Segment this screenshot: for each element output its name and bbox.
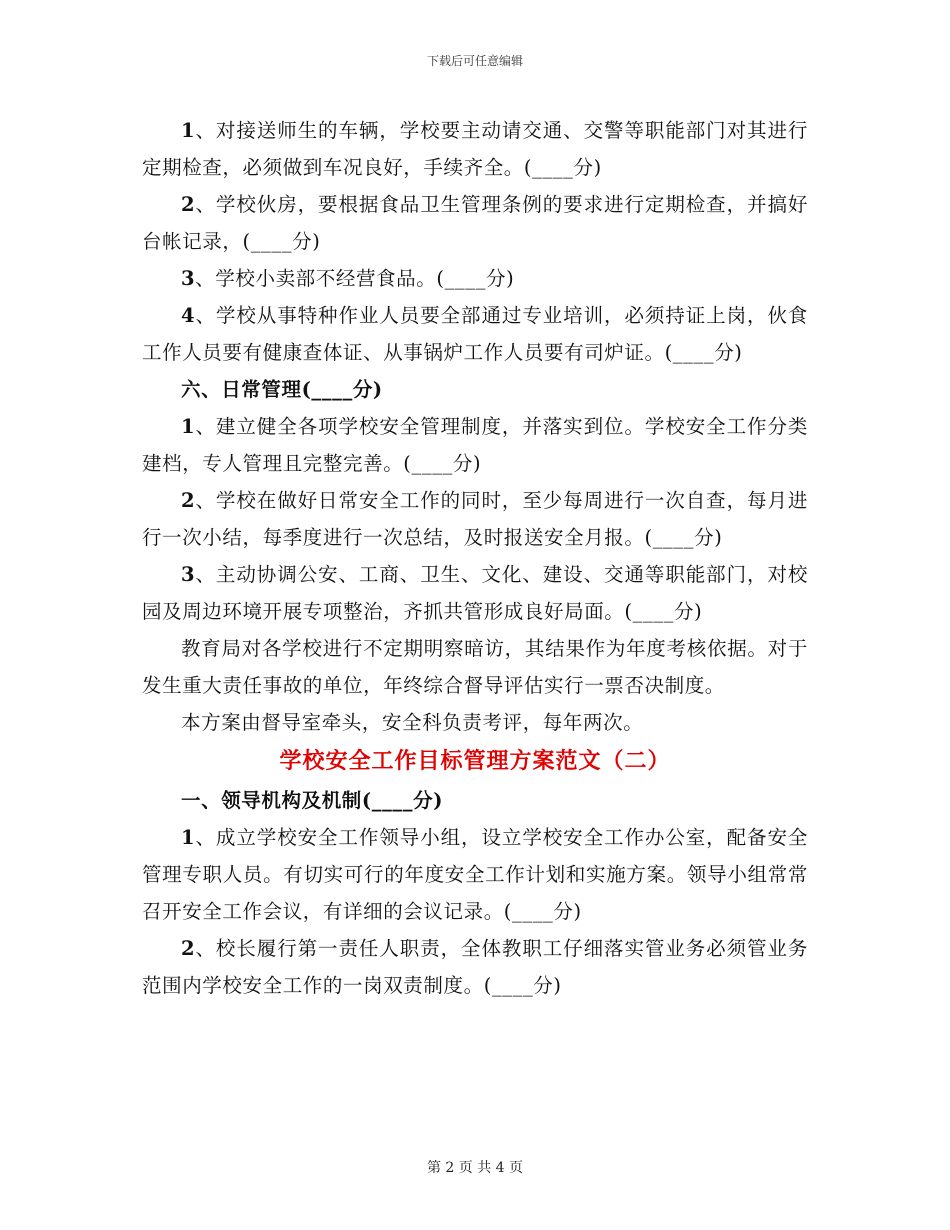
paragraph-shop-food: [142, 260, 808, 297]
paragraph-coordination: [142, 556, 808, 630]
paragraph-text: 、对接送师生的车辆，学校要主动请交通、交警等职能部门对其进行定期检查，必须做到车况良好，手续齐全。(____分): [142, 119, 808, 179]
heading-text: 六、日常管理(____分): [181, 378, 383, 401]
section-heading-daily-management: [142, 371, 808, 408]
section-heading-leadership: [142, 782, 808, 819]
paragraph-inspection-policy: [142, 630, 808, 704]
paragraph-vehicle-inspection: [142, 112, 808, 186]
item-number: 1: [181, 826, 196, 849]
paragraph-text: 、学校小卖部不经营食品。(____分): [195, 267, 515, 290]
paragraph-text: 、学校伙房，要根据食品卫生管理条例的要求进行定期检查，并搞好台帐记录，(____分): [142, 193, 808, 253]
paragraph-text: 、成立学校安全工作领导小组，设立学校安全工作办公室，配备安全管理专职人员。有切实可行的年度安全工作计划和实施方案。领导小组常常召开安全工作会议，有详细的会议记录。(____分): [142, 826, 808, 923]
item-number: 3: [181, 267, 196, 290]
paragraph-text: 、学校从事特种作业人员要全部通过专业培训，必须持证上岗，伙食工作人员要有健康查体证、从事锅炉工作人员要有司炉证。(____分): [142, 304, 808, 364]
page-header: 下载后可任意编辑: [426, 54, 523, 68]
paragraph-plan-owner: [142, 704, 808, 741]
item-number: 4: [181, 304, 196, 327]
item-number: 2: [181, 489, 196, 512]
paragraph-special-staff: [142, 297, 808, 371]
paragraph-text: 、建立健全各项学校安全管理制度，并落实到位。学校安全工作分类建档，专人管理且完整完善。(____分): [142, 415, 808, 475]
item-number: 1: [181, 415, 196, 438]
item-number: 1: [181, 119, 196, 142]
paragraph-kitchen-inspection: [142, 186, 808, 260]
paragraph-text: 本方案由督导室牵头，安全科负责考评，每年两次。: [181, 711, 644, 734]
paragraph-principal-duty: [142, 930, 808, 1004]
item-number: 2: [181, 193, 196, 216]
paragraph-leadership-group: [142, 819, 808, 930]
page-footer: 第 2 页 共 4 页: [426, 1160, 524, 1176]
paragraph-text: 教育局对各学校进行不定期明察暗访，其结果作为年度考核依据。对于发生重大责任事故的单位，年终综合督导评估实行一票否决制度。: [142, 637, 808, 697]
paragraph-self-check: [142, 482, 808, 556]
paragraph-text: 、主动协调公安、工商、卫生、文化、建设、交通等职能部门，对校园及周边环境开展专项整治，齐抓共管形成良好局面。(____分): [142, 563, 808, 623]
heading-text: 一、领导机构及机制(____分): [181, 789, 444, 812]
item-number: 3: [181, 563, 196, 586]
paragraph-text: 、校长履行第一责任人职责，全体教职工仔细落实管业务必须管业务范围内学校安全工作的一岗双责制度。(____分): [142, 937, 808, 997]
item-number: 2: [181, 937, 196, 960]
paragraph-text: 、学校在做好日常安全工作的同时，至少每周进行一次自查，每月进行一次小结，每季度进行一次总结，及时报送安全月报。(____分): [142, 489, 808, 549]
document-body: [142, 112, 808, 1004]
paragraph-safety-system: [142, 408, 808, 482]
section-title: 学校安全工作目标管理方案范文（二）: [279, 748, 671, 774]
